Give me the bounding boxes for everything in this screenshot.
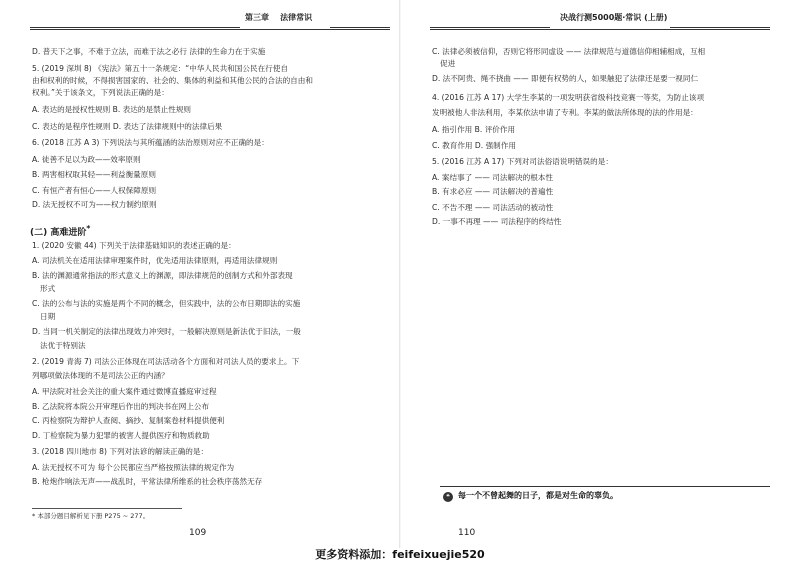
text-line: D. 当同一机关制定的法律出现效力冲突时，一般解决原则是新法优于旧法，一般 <box>32 327 301 336</box>
left-header-chapter: 第三章 <box>245 13 269 22</box>
text-line: D. 丁检察院为暴力犯罪的被害人提供医疗和物质救助 <box>32 431 210 440</box>
text-line: 2. (2019 青海 7) 司法公正体现在司法活动各个方面和对司法人员的要求上。下 <box>32 357 300 366</box>
footer-text: 更多资料添加：feifeixuejie520 <box>315 548 485 561</box>
right-page <box>400 0 800 548</box>
text-line: 权利。”关于该条文，下列说法正确的是： <box>32 88 169 97</box>
text-line: 日期 <box>40 312 56 321</box>
text-line: 法优于特别法 <box>40 341 86 350</box>
footnote: * 本部分题目解析见下册 P275 ~ 277。 <box>32 508 182 522</box>
text-line: D. 一事不再理 —— 司法程序的终结性 <box>432 217 562 226</box>
text-line: A. 徒善不足以为政——效率原则 <box>32 155 141 164</box>
right-header-title: 决战行测5000题·常识 (上册) <box>560 13 668 22</box>
left-header-title: 法律常识 <box>280 13 313 22</box>
text-line: 4. (2016 江苏 A 17) 大学生李某的一项发明获省级科技竞赛一等奖，为防止该项 <box>432 93 705 102</box>
text-line: 促进 <box>440 59 456 68</box>
text-line: 形式 <box>40 284 56 293</box>
quote-bubble-icon: ❝ <box>443 492 453 502</box>
text-line: D. 普天下之事，不难于立法，而难于法之必行 法律的生命力在于实施 <box>32 47 266 56</box>
text-line: 发明被他人非法利用，李某依法申请了专利。李某的做法所体现的法的作用是： <box>432 108 698 117</box>
text-line: 列哪项做法体现的不是司法公正的内涵？ <box>32 371 169 380</box>
text-line: 5. (2019 深圳 8) 《宪法》第五十一条规定：“中华人民共和国公民在行使自 <box>32 64 288 73</box>
left-page <box>0 0 400 548</box>
text-line: 1. (2020 安徽 44) 下列关于法律基础知识的表述正确的是： <box>32 241 236 250</box>
page-number: 110 <box>458 528 476 538</box>
header-rule <box>330 27 390 28</box>
text-line: A. 司法机关在适用法律审理案件时，优先适用法律原则，再适用法律规则 <box>32 256 278 265</box>
page-number: 109 <box>189 528 207 538</box>
left-header <box>245 12 312 30</box>
header-rule <box>430 29 770 30</box>
section-title-text: (二) 高难进阶 <box>30 228 87 238</box>
text-line: 由和权利的时候，不得损害国家的、社会的、集体的利益和其他公民的合法的自由和 <box>32 76 313 85</box>
text-line: A. 表达的是授权性规则 B. 表达的是禁止性规则 <box>32 105 192 114</box>
header-rule <box>30 27 240 28</box>
text-line: D. 法无授权不可为——权力制约原则 <box>32 200 157 209</box>
text-line: 5. (2016 江苏 A 17) 下列对司法俗语说明错误的是： <box>432 157 613 166</box>
text-line: 3. (2018 四川地市 8) 下列对法谚的解读正确的是： <box>32 447 209 456</box>
text-line: B. 乙法院将本院公开审理后作出的判决书在网上公布 <box>32 402 210 411</box>
text-line: B. 法的渊源通常指法的形式意义上的渊源，即法律规范的创制方式和外部表现 <box>32 271 293 280</box>
text-line: A. 案结事了 —— 司法解决的根本性 <box>432 173 554 182</box>
header-rule <box>670 27 770 28</box>
header-rule <box>430 27 550 28</box>
text-line: C. 有恒产者有恒心——人权保障原则 <box>32 186 157 195</box>
text-line: C. 丙检察院为辩护人查阅、摘抄、复制案卷材料提供便利 <box>32 416 225 425</box>
text-line: A. 甲法院对社会关注的重大案件通过微博直播庭审过程 <box>32 387 217 396</box>
divider <box>440 486 770 487</box>
text-line: C. 不告不理 —— 司法活动的被动性 <box>432 203 554 212</box>
text-line: 6. (2018 江苏 A 3) 下列说法与其所蕴涵的法治原则对应不正确的是： <box>32 138 269 147</box>
text-line: B. 枪炮作响法无声——战乱时，平常法律所维系的社会秩序荡然无存 <box>32 477 263 486</box>
text-line: A. 指引作用 B. 评价作用 <box>432 125 516 134</box>
text-line: B. 有求必应 —— 司法解决的普遍性 <box>432 187 554 196</box>
text-line: D. 法不阿贵、绳不挠曲 —— 即便有权势的人，如果触犯了法律还是要一视同仁 <box>432 74 699 83</box>
section-title <box>30 224 90 238</box>
text-line: C. 法的公布与法的实施是两个不同的概念，但实践中，法的公布日期即法的实施 <box>32 299 301 308</box>
text-line: B. 两害相权取其轻——利益衡量原则 <box>32 170 156 179</box>
header-rule <box>30 29 390 30</box>
text-line: C. 教育作用 D. 强制作用 <box>432 141 516 150</box>
text-line: C. 表达的是程序性规则 D. 表达了法律规则中的法律后果 <box>32 122 223 131</box>
section-mark: * <box>86 224 91 233</box>
slogan: 每一个不曾起舞的日子，都是对生命的辜负。 <box>458 491 618 500</box>
text-line: C. 法律必须被信仰，否则它将形同虚设 —— 法律规范与道德信仰相辅相成，互相 <box>432 47 706 56</box>
text-line: A. 法无授权不可为 每个公民都应当严格按照法律的规定作为 <box>32 463 235 472</box>
